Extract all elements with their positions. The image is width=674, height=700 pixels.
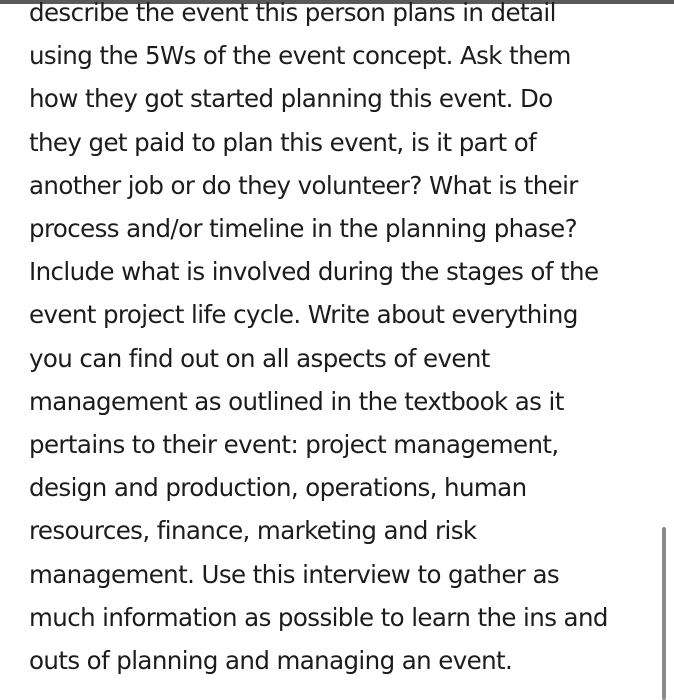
text-line: how they got started planning this event. Do bbox=[29, 84, 553, 114]
text-line: much information as possible to learn the ins and bbox=[29, 602, 608, 632]
text-line: process and/or timeline in the planning phase? bbox=[29, 214, 578, 244]
text-line: describe the event this person plans in detail bbox=[29, 0, 556, 27]
text-line: event project life cycle. Write about everything bbox=[29, 300, 578, 330]
text-line: they get paid to plan this event, is it part of bbox=[29, 127, 537, 157]
text-line: another job or do they volunteer? What is their bbox=[29, 170, 578, 200]
text-line: resources, finance, marketing and risk bbox=[29, 516, 477, 546]
text-line: using the 5Ws of the event concept. Ask them bbox=[29, 41, 571, 71]
text-line: management. Use this interview to gather as bbox=[29, 559, 560, 589]
document-body bbox=[29, 0, 659, 682]
scrollbar-thumb[interactable] bbox=[662, 527, 666, 700]
text-line: management as outlined in the textbook as it bbox=[29, 386, 564, 416]
text-line: you can find out on all aspects of event bbox=[29, 343, 490, 373]
text-line: Include what is involved during the stages of the bbox=[29, 257, 599, 287]
text-line: design and production, operations, human bbox=[29, 473, 527, 503]
text-line: outs of planning and managing an event. bbox=[29, 646, 513, 676]
text-line: pertains to their event: project management, bbox=[29, 430, 559, 460]
vertical-scrollbar[interactable] bbox=[662, 0, 666, 700]
